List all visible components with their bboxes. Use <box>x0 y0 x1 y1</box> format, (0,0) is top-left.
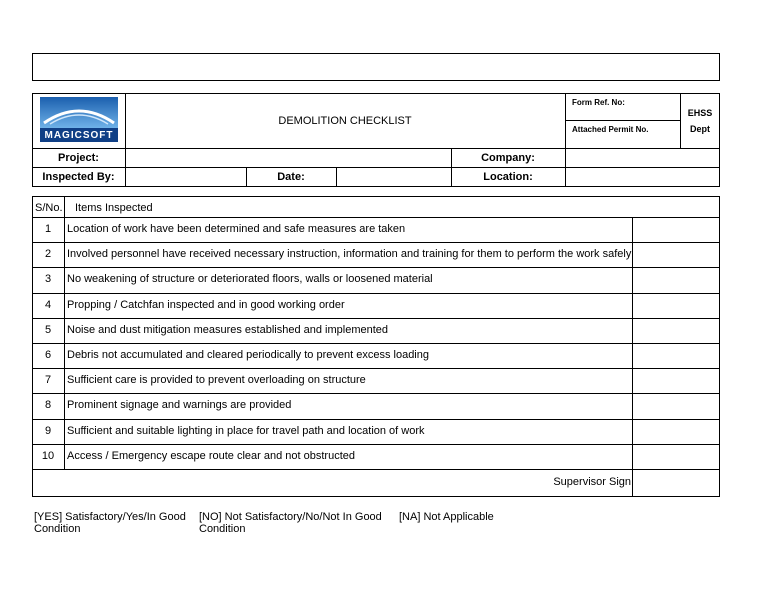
row-divider <box>32 419 720 420</box>
row-check-cell[interactable] <box>633 319 719 343</box>
header-divider-formref <box>565 120 680 121</box>
row-divider <box>32 242 720 243</box>
form-title: DEMOLITION CHECKLIST <box>278 115 412 127</box>
row-number: 9 <box>44 424 52 437</box>
row-number: 4 <box>44 298 52 311</box>
row-divider <box>32 293 720 294</box>
supervisor-sign-field[interactable] <box>633 470 719 496</box>
row-divider <box>32 318 720 319</box>
row-item-text: Prominent signage and warnings are provided <box>67 399 292 412</box>
header-divider-dept <box>680 93 681 148</box>
row-divider <box>32 343 720 344</box>
row-number: 8 <box>44 399 52 412</box>
row-item-text: No weakening of structure or deteriorated floors, walls or loosened material <box>67 273 433 286</box>
row-item-text: Noise and dust mitigation measures established and implemented <box>67 323 389 336</box>
row-divider <box>32 368 720 369</box>
row-check-cell[interactable] <box>633 420 719 444</box>
form-ref-label: Form Ref. No: <box>572 98 625 107</box>
project-label: Project: <box>58 152 99 164</box>
date-label: Date: <box>277 171 305 183</box>
row-check-cell[interactable] <box>633 294 719 318</box>
row-check-cell[interactable] <box>633 268 719 292</box>
location-field[interactable] <box>566 168 719 185</box>
row-item-text: Debris not accumulated and cleared periodically to prevent excess loading <box>67 349 429 361</box>
col-header-items: Items Inspected <box>75 202 153 214</box>
table-header-divider <box>32 217 720 218</box>
row-check-cell[interactable] <box>633 243 719 267</box>
legend-yes-line1: [YES] Satisfactory/Yes/In Good <box>34 511 186 523</box>
row-item-text: Location of work have been determined and safe measures are taken <box>67 223 406 235</box>
company-label: Company: <box>481 152 535 164</box>
location-label: Location: <box>483 171 533 183</box>
row-number: 1 <box>44 223 52 235</box>
row-number: 7 <box>44 374 52 387</box>
company-logo <box>40 97 118 142</box>
row-divider <box>32 393 720 394</box>
row-number: 6 <box>44 349 52 361</box>
row-divider <box>32 267 720 268</box>
legend-no-line1: [NO] Not Satisfactory/No/Not In Good <box>199 511 382 523</box>
supervisor-row-divider <box>32 469 720 470</box>
row-item-text: Access / Emergency escape route clear and not obstructed <box>67 449 355 462</box>
date-field[interactable] <box>337 168 450 185</box>
top-blank-box <box>32 53 720 81</box>
col-header-sno: S/No. <box>35 202 63 214</box>
row-number: 10 <box>41 449 55 462</box>
table-divider-sno <box>64 196 65 469</box>
company-field[interactable] <box>566 149 719 166</box>
legend-yes-line2: Condition <box>34 523 81 535</box>
row-item-text: Propping / Catchfan inspected and in good working order <box>67 298 345 311</box>
row-item-text: Sufficient and suitable lighting in place for travel path and location of work <box>67 424 425 437</box>
row-check-cell[interactable] <box>633 218 719 242</box>
row-divider <box>32 444 720 445</box>
supervisor-sign-label: Supervisor Sign <box>553 476 631 488</box>
row-check-cell[interactable] <box>633 344 719 368</box>
row-item-text: Sufficient care is provided to prevent overloading on structure <box>67 374 366 387</box>
legend-no-line2: Condition <box>199 523 246 535</box>
row-check-cell[interactable] <box>633 445 719 469</box>
dept-line2: Dept <box>690 124 710 134</box>
row-check-cell[interactable] <box>633 394 719 418</box>
row-number: 5 <box>44 323 52 336</box>
attached-permit-label: Attached Permit No. <box>572 125 649 134</box>
inspected-by-label: Inspected By: <box>42 171 115 183</box>
row-item-text: Involved personnel have received necessary instruction, information and training for them to perform the work safely <box>67 248 632 261</box>
inspected-by-field[interactable] <box>126 168 245 185</box>
legend-na: [NA] Not Applicable <box>399 511 494 523</box>
row-check-cell[interactable] <box>633 369 719 393</box>
project-field[interactable] <box>126 149 450 166</box>
dept-line1: EHSS <box>687 108 713 118</box>
row-number: 2 <box>44 248 52 261</box>
logo-text: MAGICSOFT <box>44 130 114 141</box>
row-number: 3 <box>44 273 52 286</box>
